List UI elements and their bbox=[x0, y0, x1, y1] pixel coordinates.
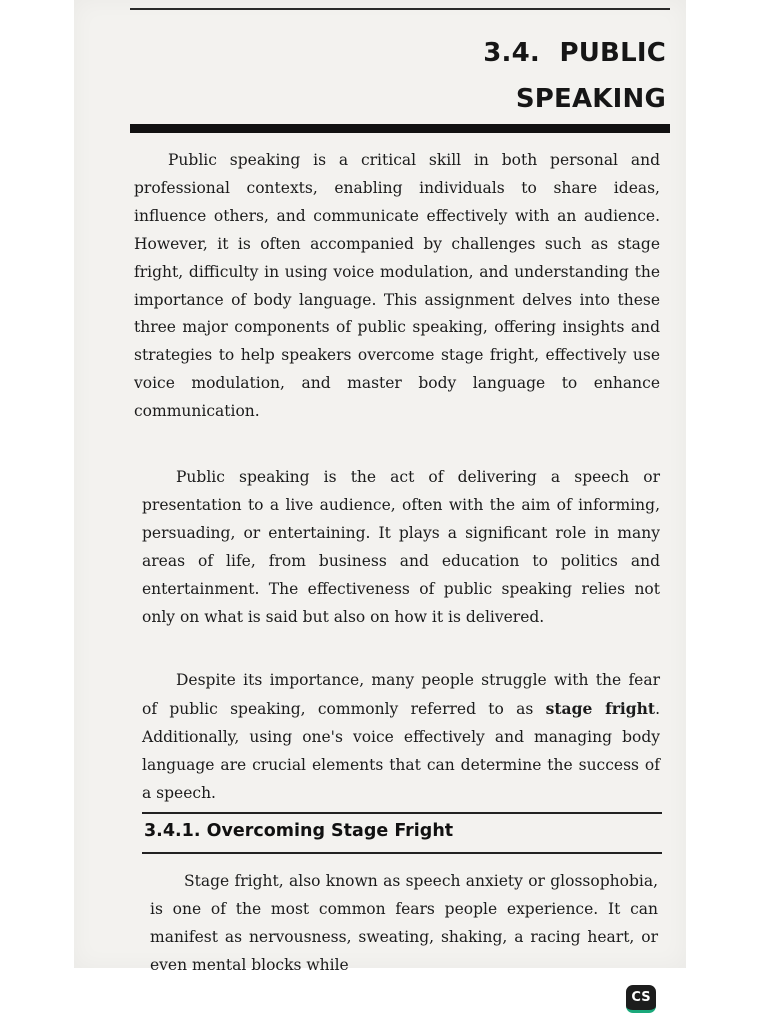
subsection-heading: 3.4.1. Overcoming Stage Fright bbox=[144, 821, 454, 841]
paragraph-intro: Public speaking is a critical skill in both personal and professional contexts, enabling individuals to share ideas, influence others, and communicate effectively with an audience. However, it is often accompanied by challenges such as stage fright, difficulty in using voice modulation, and understanding the importance of body language. This assignment delves into these three major components of public speaking, offering insights and strategies to help speakers overcome stage fright, effectively use voice modulation, and master body language to enhance communication. bbox=[134, 151, 660, 421]
paragraph-definition: Public speaking is the act of delivering a speech or presentation to a live audience, often with the aim of informing, persuading, or entertaining. It plays a significant role in many areas of life, from business and education to politics and entertainment. The effectiveness of public speaking relies not only on what is said but also on how it is delivered. bbox=[142, 468, 660, 626]
subsection-rule-bottom bbox=[142, 852, 662, 854]
section-number: 3.4. bbox=[483, 38, 540, 68]
paragraph-importance bbox=[142, 667, 660, 808]
subsection-rule-top bbox=[142, 812, 662, 814]
paragraph-importance-text-a: Despite its importance, many people struggle with the fear of public speaking, commonly referred to as bbox=[142, 671, 660, 718]
paragraph-importance-text-b: . Additionally, using one's voice effectively and managing body language are crucial elements that can determine the success of a speech. bbox=[142, 699, 660, 802]
section-title-line2: SPEAKING bbox=[515, 84, 666, 114]
header-rule bbox=[130, 8, 670, 10]
camscanner-logo: CS bbox=[626, 985, 656, 1013]
paragraph-stage-fright: Stage fright, also known as speech anxiety or glossophobia, is one of the most common fears people experience. It can manifest as nervousness, sweating, shaking, a racing heart, or even mental blocks while bbox=[150, 872, 658, 974]
section-title-line1: PUBLIC bbox=[559, 38, 666, 68]
document-page bbox=[74, 0, 686, 974]
stage-fright-term: stage fright bbox=[545, 698, 656, 718]
title-underline bbox=[130, 124, 670, 133]
